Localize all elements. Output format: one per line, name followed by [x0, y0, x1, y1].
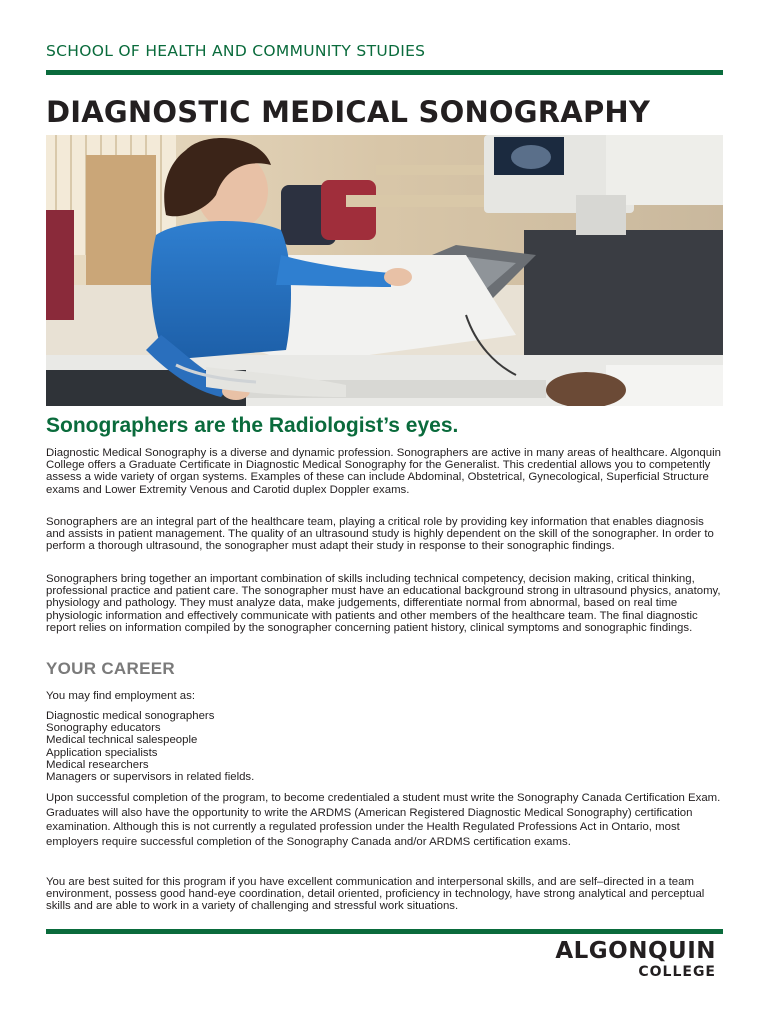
- top-divider: [46, 70, 723, 75]
- paragraph-text: Sonographers are an integral part of the healthcare team, playing a critical role by providing key information that enables diagnosis and assists in patient management. The quality of an ultrasound study is highly dependent on the skill of the sonographer. In order to perform a thorough ultrasound, the sonographer must adapt their study in response to their sonographic findings.: [46, 516, 714, 553]
- list-item: Medical technical salespeople: [46, 734, 198, 747]
- intro-paragraph: [46, 447, 726, 496]
- college-logo: [555, 938, 716, 980]
- page-title: DIAGNOSTIC MEDICAL SONOGRAPHY: [46, 95, 651, 129]
- role-paragraph: [46, 516, 726, 553]
- list-item: Sonography educators: [46, 722, 161, 735]
- paragraph-text: Diagnostic Medical Sonography is a diverse and dynamic profession. Sonographers are active in many areas of healthcare. Algonquin College offers a Graduate Certificate in Diagnostic Medical Sonography for the Generalist. This credential allows you to competently assess a wide variety of organ systems. Examples of these can include Abdominal, Obstetrical, Gynecological, Superficial Structure exams and Lower Extremity Venous and Carotid duplex Doppler exams.: [46, 447, 721, 496]
- list-item: Managers or supervisors in related fields.: [46, 771, 255, 784]
- career-intro: You may find employment as:: [46, 690, 196, 702]
- tagline: Sonographers are the Radiologist’s eyes.: [46, 414, 459, 437]
- career-heading: YOUR CAREER: [46, 659, 175, 678]
- paragraph-text: Sonographers bring together an important combination of skills including technical competency, decision making, critical thinking, professional practice and patient care. The sonographer must have an educational background strong in ultrasound physics, anatomy, physiology and pathology. They must analyze data, make judgements, differentiate normal from abnormal, based on real time physiologic information and effectively communicate with patients and other members of the healthcare team. The final diagnostic report relies on information compiled by the sonographer concerning patient history, clinical symptoms and sonographic findings.: [46, 573, 721, 634]
- job-list: [46, 710, 726, 783]
- skills-paragraph: [46, 573, 726, 634]
- list-item: Application specialists: [46, 746, 158, 759]
- bottom-divider: [46, 929, 723, 934]
- suitability-paragraph: You are best suited for this program if you have excellent communication and interpersonal skills, and are self–directed in a team environment, possess good hand-eye coordination, detail oriented, proficiency in technology, have strong analytical and perceptual skills and are able to work in a variety of challenging and stressful work situations.: [46, 876, 705, 913]
- list-item: Diagnostic medical sonographers: [46, 710, 215, 722]
- logo-subtitle: COLLEGE: [638, 964, 716, 980]
- school-name: SCHOOL OF HEALTH AND COMMUNITY STUDIES: [46, 42, 426, 60]
- certification-paragraph: Upon successful completion of the program, to become credentialed a student must write the Sonography Canada Certification Exam. Graduates will also have the opportunity to write the ARDMS (American Registered Diagnostic Medical Sonography) certification examination. Although this is not currently a regulated profession under the Health Regulated Professions Act in Ontario, most employers require successful completion of the Sonography Canada and/or ARDMS certification exams.: [46, 792, 721, 848]
- list-item: Medical researchers: [46, 758, 149, 771]
- logo-wordmark: ALGONQUIN: [555, 938, 716, 964]
- sonographer-performing-ultrasound-photo: [46, 135, 723, 406]
